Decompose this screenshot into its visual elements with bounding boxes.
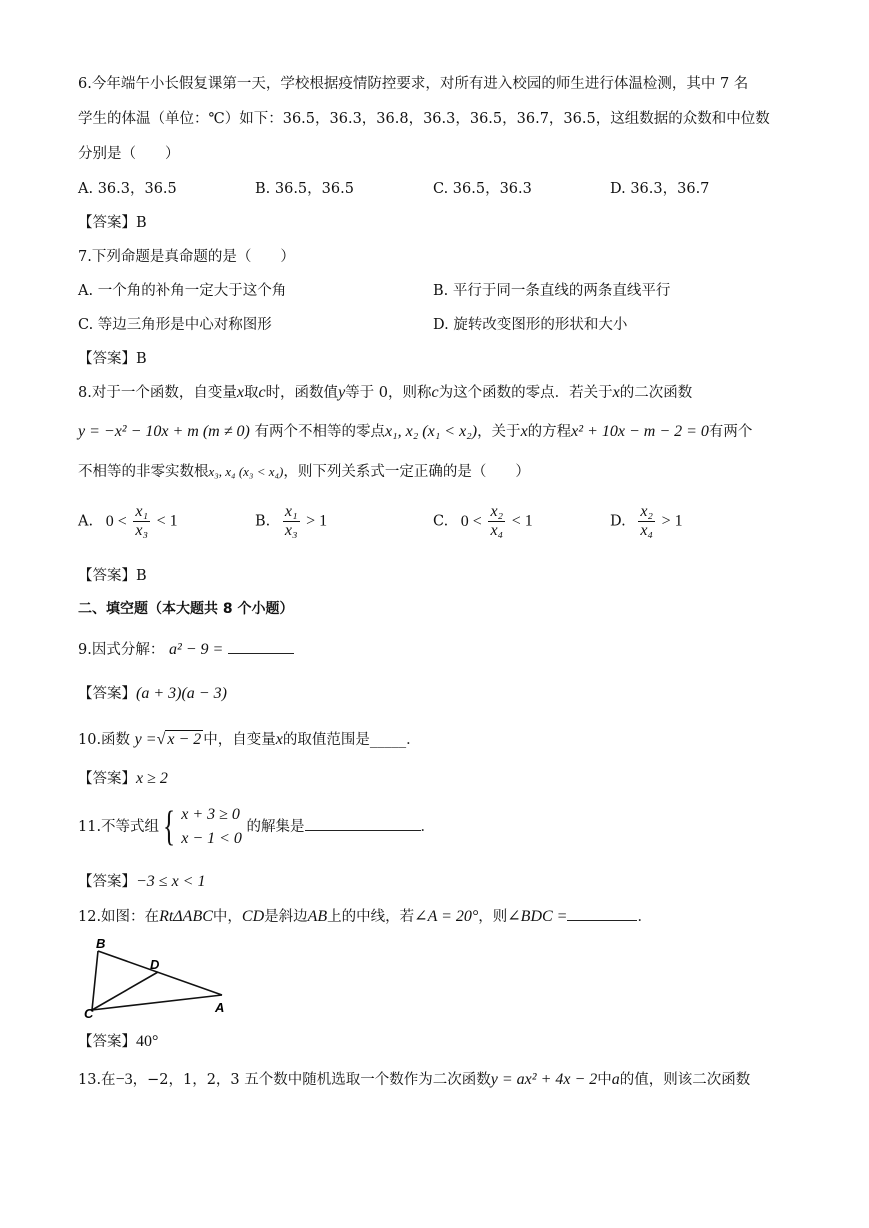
q8-roots-x1-x2: x₁, x₂ (x₁ < x₂)	[384, 423, 478, 440]
q7-stem: 7.下列命题是真命题的是（ ）	[78, 249, 295, 265]
sqrt-icon: √	[156, 731, 166, 748]
q6-option-d: D. 36.3，36.7	[610, 181, 710, 197]
q13-quadratic-function: y = ax² + 4x − 2	[490, 1071, 598, 1088]
q12-line: 12.如图：在RtΔABC中，CD是斜边AB上的中线，若∠A = 20°，则∠BDC = ．	[78, 908, 652, 925]
vertex-label-c: C	[84, 1006, 94, 1020]
left-brace-icon: {	[163, 804, 176, 850]
q9-expression: a² − 9 =	[168, 641, 224, 658]
q8-option-b: B. $\frac{\text{x₁}}{\text{x₃}}$ > 1	[255, 503, 328, 539]
q12-answer: 【答案】40°	[78, 1033, 159, 1050]
q8-option-c-fraction: $\frac{\text{x₂}}{\text{x₄}}$	[490, 503, 504, 539]
q8-quadratic-function: y = −x² − 10x + m (m ≠ 0)	[78, 423, 250, 440]
q10-line: 10.函数 y =√ x − 2 中，自变量x的取值范围是_____．	[78, 731, 421, 748]
q8-option-d: D. $\frac{\text{x₂}}{\text{x₄}}$ > 1	[610, 503, 683, 539]
q13-line: 13.在−3，−2，1，2，3 五个数中随机选取一个数作为二次函数y = ax² + 4x − 2中a的值，则该二次函数	[78, 1071, 751, 1088]
q6-option-a: A. 36.3，36.5	[78, 181, 177, 197]
q10-radicand: x − 2	[167, 731, 202, 748]
q6-answer: 【答案】B	[78, 215, 147, 231]
q6-option-b: B. 36.5，36.5	[255, 181, 354, 197]
vertex-label-a: A	[215, 1000, 225, 1015]
q11-inequality-system: x + 3 ≥ 0 x − 1 < 0	[181, 806, 242, 847]
q8-option-c: C. 0 < $\frac{\text{x₂}}{\text{x₄}}$ < 1	[433, 503, 533, 539]
q8-line1: 8.对于一个函数，自变量x取c时，函数值y等于 0，则称c为这个函数的零点．若关于x的二次函数	[78, 384, 693, 401]
q7-option-b: B. 平行于同一条直线的两条直线平行	[433, 283, 671, 299]
segment-bc	[92, 951, 98, 1010]
q8-roots-x3-x4: x₃, x₄ (x₃ < x₄)	[208, 464, 284, 479]
q8-equation: x² + 10x − m − 2 = 0	[571, 423, 709, 440]
q11-line: 11.不等式组{ x + 3 ≥ 0 x − 1 < 0 的解集是 ．	[78, 804, 436, 850]
segment-ba	[98, 951, 222, 995]
q7-option-a: A. 一个角的补角一定大于这个角	[78, 283, 287, 299]
section-heading: 二、填空题（本大题共 8 个小题）	[78, 601, 294, 617]
q7-answer: 【答案】B	[78, 351, 147, 367]
q6-option-c: C. 36.5，36.3	[433, 181, 532, 197]
q7-option-c: C. 等边三角形是中心对称图形	[78, 317, 272, 333]
q10-answer: 【答案】x ≥ 2	[78, 770, 168, 787]
q9-answer: 【答案】(a + 3)(a − 3)	[78, 685, 227, 702]
q11-answer-blank	[305, 816, 421, 831]
q12-triangle-figure	[84, 934, 234, 1020]
q6-line3: 分别是（ ）	[78, 146, 180, 162]
q8-answer: 【答案】B	[78, 568, 147, 584]
q8-option-d-fraction: $\frac{\text{x₂}}{\text{x₄}}$	[640, 503, 653, 539]
q6-line2: 学生的体温（单位：℃）如下：36.5，36.3，36.8，36.3，36.5，36.7，36.5，这组数据的众数和中位数	[78, 111, 770, 127]
vertex-label-b: B	[96, 936, 106, 951]
q9-answer-blank	[228, 639, 294, 654]
q8-option-b-fraction: $\frac{\text{x₁}}{\text{x₃}}$	[284, 503, 298, 539]
q6-line1: 6.今年端午小长假复课第一天，学校根据疫情防控要求，对所有进入校园的师生进行体温检测，其中 7 名	[78, 76, 749, 92]
q7-option-d: D. 旋转改变图形的形状和大小	[433, 317, 628, 333]
q9-line: 9.因式分解： a² − 9 =	[78, 638, 294, 659]
vertex-label-d: D	[150, 957, 160, 972]
q12-answer-blank	[567, 906, 637, 921]
q11-answer: 【答案】−3 ≤ x < 1	[78, 873, 206, 890]
q8-option-a: A. 0 < $\frac{\text{x₁}}{\text{x₃}}$ < 1	[78, 503, 178, 539]
segment-ca	[92, 995, 222, 1010]
q8-option-a-fraction: $\frac{\text{x₁}}{\text{x₃}}$	[135, 503, 149, 539]
q8-line2: y = −x² − 10x + m (m ≠ 0) 有两个不相等的零点x₁, x₂ (x₁ < x₂)，关于x的方程x² + 10x − m − 2 = 0有两个	[78, 423, 753, 440]
q8-line3: 不相等的非零实数根x₃, x₄ (x₃ < x₄)，则下列关系式一定正确的是（ ）	[78, 464, 530, 480]
